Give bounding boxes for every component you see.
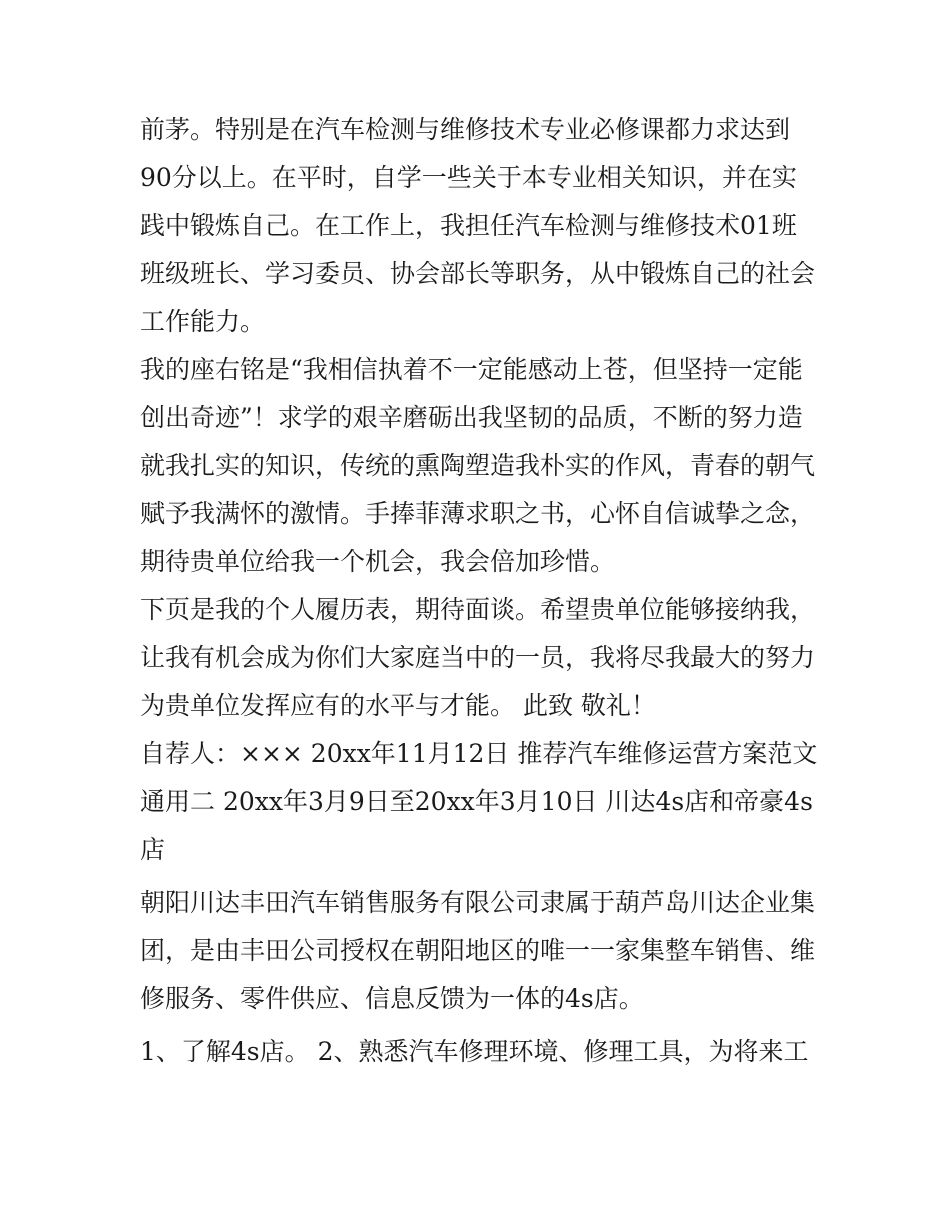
document-body: [140, 106, 820, 1076]
paragraph-company-intro: 朝阳川达丰田汽车销售服务有限公司隶属于葫芦岛川达企业集团，是由丰田公司授权在朝阳地区的唯一一家集整车销售、维修服务、零件供应、信息反馈为一体的4s店。: [140, 888, 816, 1013]
paragraph-motto: 我的座右铭是“我相信执着不一定能感动上苍，但坚持一定能创出奇迹”！求学的艰辛磨砺出我坚韧的品质，不断的努力造就我扎实的知识，传统的熏陶塑造我朴实的作风，青春的朝气赋予我满怀的激情。手捧菲薄求职之书，心怀自信诚挚之念，期待贵单位给我一个机会，我会倍加珍惜。: [140, 355, 816, 576]
paragraph-signature: 自荐人：××× 20xx年11月12日 推荐汽车维修运营方案范文通用二 20xx年3月9日至20xx年3月10日 川达4s店和帝豪4s店: [140, 739, 818, 864]
paragraph-academic-work: 前茅。特别是在汽车检测与维修技术专业必修课都力求达到90分以上。在平时，自学一些关于本专业相关知识，并在实践中锻炼自己。在工作上，我担任汽车检测与维修技术01班班级班长、学习委员、协会部长等职务，从中锻炼自己的社会工作能力。: [140, 115, 816, 336]
paragraph-objectives: 1、了解4s店。 2、熟悉汽车修理环境、修理工具，为将来工: [140, 1037, 809, 1066]
paragraph-closing: 下页是我的个人履历表，期待面谈。希望贵单位能够接纳我，让我有机会成为你们大家庭当中的一员，我将尽我最大的努力为贵单位发挥应有的水平与才能。 此致 敬礼！: [140, 595, 816, 720]
